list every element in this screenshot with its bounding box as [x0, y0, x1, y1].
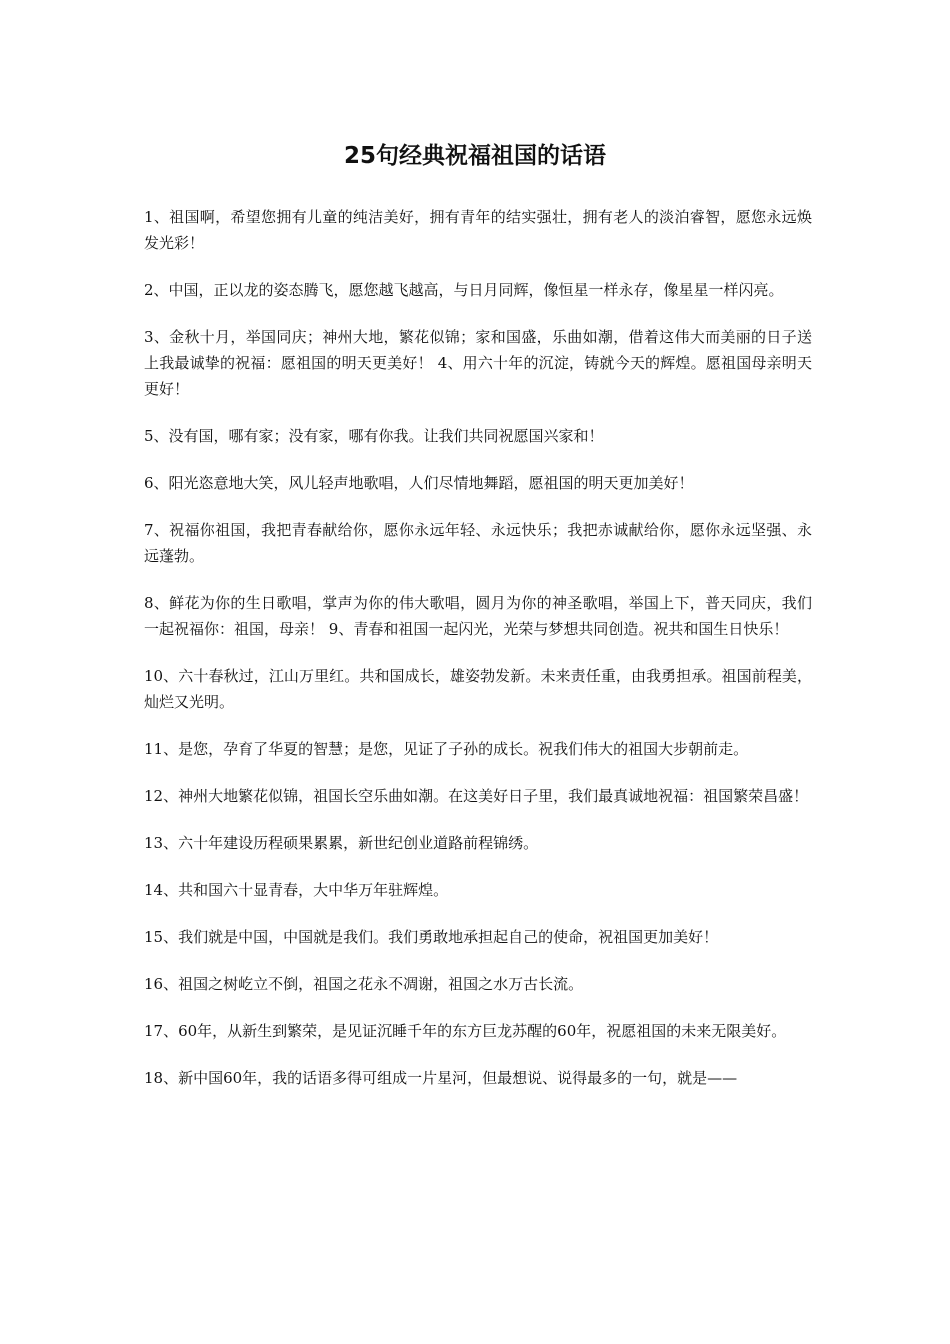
paragraph-2: 2、中国，正以龙的姿态腾飞，愿您越飞越高，与日月同辉，像恒星一样永存，像星星一样闪亮。	[144, 281, 784, 299]
paragraph-16: 16、祖国之树屹立不倒，祖国之花永不凋谢，祖国之水万古长流。	[144, 975, 584, 993]
paragraph-3: 3、金秋十月，举国同庆；神州大地，繁花似锦；家和国盛，乐曲如潮，借着这伟大而美丽的日子送上我最诚挚的祝福：愿祖国的明天更美好！ 4、用六十年的沉淀，铸就今天的辉煌。愿祖国母亲明天更好！	[144, 328, 812, 398]
paragraph-7: 7、祝福你祖国，我把青春献给你，愿你永远年轻、永远快乐；我把赤诚献给你，愿你永远坚强、永远蓬勃。	[144, 521, 812, 565]
document-title: 25句经典祝福祖国的话语	[343, 143, 606, 169]
paragraph-5: 5、没有国，哪有家；没有家，哪有你我。让我们共同祝愿国兴家和！	[144, 427, 604, 445]
paragraph-8: 8、鲜花为你的生日歌唱，掌声为你的伟大歌唱，圆月为你的神圣歌唱，举国上下，普天同庆，我们一起祝福你：祖国，母亲！ 9、青春和祖国一起闪光，光荣与梦想共同创造。祝共和国生日快乐！	[144, 594, 812, 638]
paragraph-11: 11、是您，孕育了华夏的智慧；是您，见证了子孙的成长。祝我们伟大的祖国大步朝前走。	[144, 740, 749, 758]
paragraph-10: 10、六十春秋过，江山万里红。共和国成长，雄姿勃发新。未来责任重，由我勇担承。祖国前程美，灿烂又光明。	[144, 667, 812, 711]
paragraph-14: 14、共和国六十显青春，大中华万年驻辉煌。	[144, 881, 449, 899]
paragraph-17: 17、60年，从新生到繁荣，是见证沉睡千年的东方巨龙苏醒的60年，祝愿祖国的未来无限美好。	[144, 1022, 787, 1040]
paragraph-12: 12、神州大地繁花似锦，祖国长空乐曲如潮。在这美好日子里，我们最真诚地祝福：祖国繁荣昌盛！	[144, 787, 809, 805]
paragraph-18: 18、新中国60年，我的话语多得可组成一片星河，但最想说、说得最多的一句，就是——	[144, 1069, 738, 1087]
paragraph-13: 13、六十年建设历程硕果累累，新世纪创业道路前程锦绣。	[144, 834, 539, 852]
paragraph-1: 1、祖国啊，希望您拥有儿童的纯洁美好，拥有青年的结实强壮，拥有老人的淡泊睿智，愿您永远焕发光彩！	[144, 208, 812, 252]
paragraph-15: 15、我们就是中国，中国就是我们。我们勇敢地承担起自己的使命，祝祖国更加美好！	[144, 928, 719, 946]
paragraph-6: 6、阳光恣意地大笑，风儿轻声地歌唱，人们尽情地舞蹈，愿祖国的明天更加美好！	[144, 474, 694, 492]
document-body	[144, 204, 812, 1112]
